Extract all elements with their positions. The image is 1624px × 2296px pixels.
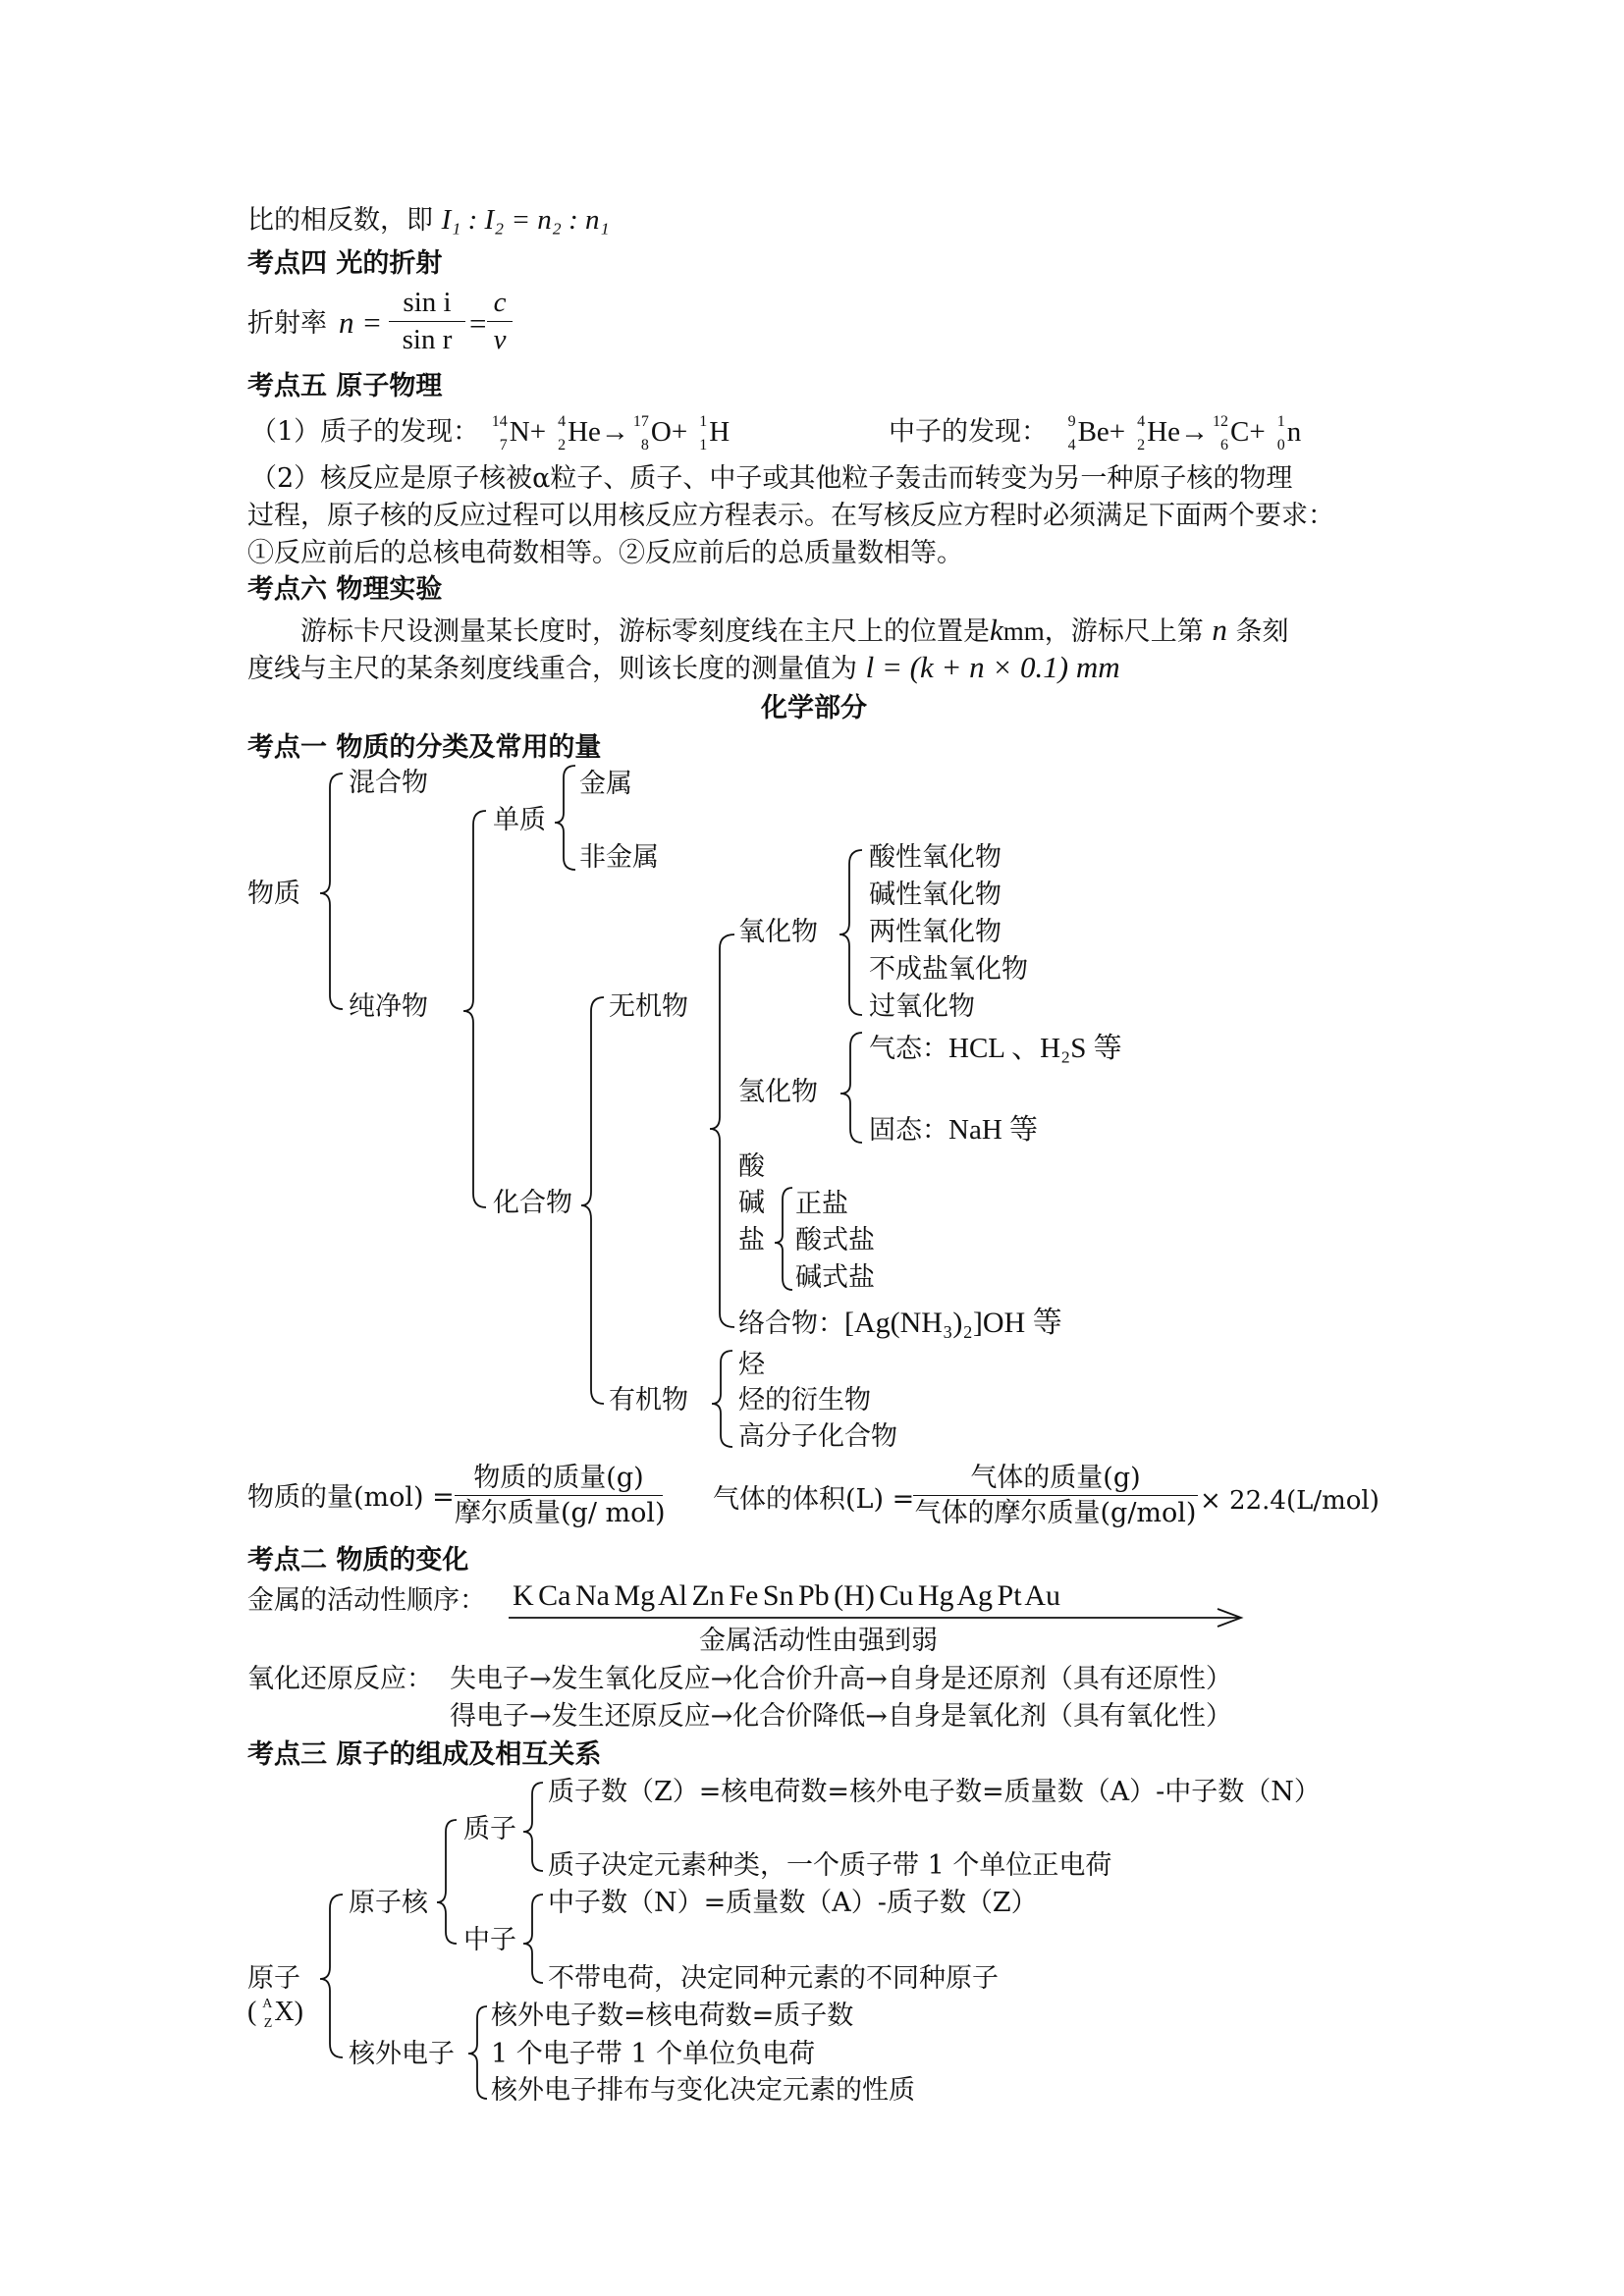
volume-lhs: 气体的体积(L) =	[713, 1484, 915, 1515]
nuclear-para-3: ①反应前后的总核电荷数相等。②反应前后的总质量数相等。	[247, 538, 963, 568]
atom-symbol: ( A Z X)	[247, 1996, 303, 2031]
refraction-c: c	[493, 287, 507, 318]
nuclear-para-2: 过程，原子核的反应过程可以用核反应方程表示。在写核反应方程时必须满足下面两个要求：	[247, 501, 1334, 531]
tree-root: 物质	[247, 879, 300, 909]
k2-title: 考点二 物质的变化	[247, 1545, 469, 1575]
activity-caption: 金属活动性由强到弱	[699, 1626, 938, 1656]
tree-element: 单质	[493, 805, 546, 835]
vernier-formula: l = (k + n × 0.1) mm	[865, 650, 1120, 684]
amount-lhs: 物质的量(mol) =	[247, 1482, 455, 1513]
brace-electron	[468, 2006, 487, 2099]
vernier-text-c: 条刻	[1235, 616, 1289, 647]
k5-title: 考点五 原子物理	[247, 371, 443, 401]
refraction-eq: =	[469, 306, 487, 341]
tree-base: 碱	[738, 1188, 765, 1218]
tree-oxide: 氧化物	[738, 917, 818, 947]
volume-tail: × 22.4(L/mol)	[1200, 1486, 1380, 1516]
vernier-text-a: 游标卡尺设测量某长度时，游标零刻度线在主尺上的位置是	[300, 616, 990, 647]
atom-neutron: 中子	[463, 1925, 516, 1955]
refraction-denominator: sin r	[402, 324, 453, 355]
complex-value: [Ag(NH₃)₂]OH 等	[844, 1307, 1062, 1339]
tree-metal: 金属	[579, 769, 632, 799]
tree-organic-1: 烃的衍生物	[738, 1385, 871, 1415]
neutron-label: 中子的发现：	[889, 416, 1048, 448]
nuclear-para-1: （2）核反应是原子核被α粒子、质子、中子或其他粒子轰击而转变为另一种原子核的物理	[250, 463, 1293, 494]
tree-salt-0: 正盐	[795, 1189, 848, 1219]
tree-organic: 有机物	[609, 1385, 688, 1415]
vernier-n: n	[1212, 613, 1227, 647]
volume-num: 气体的质量(g)	[970, 1463, 1141, 1493]
redox-label: 氧化还原反应：	[247, 1664, 433, 1694]
refraction-v: v	[493, 324, 507, 355]
atom-symbol-x: X	[274, 1997, 295, 2027]
complex-label: 络合物：	[738, 1308, 844, 1339]
chem-section-title: 化学部分	[761, 693, 867, 723]
refraction-label: 折射率	[247, 308, 327, 339]
amount-num: 物质的质量(g)	[473, 1463, 644, 1493]
tree-oxide-3: 不成盐氧化物	[869, 954, 1028, 985]
redox-line-1: 失电子→发生氧化反应→化合价升高→自身是还原剂（具有还原性）	[450, 1664, 1232, 1694]
tree-compound: 化合物	[493, 1188, 572, 1218]
volume-den: 气体的摩尔质量(g/mol)	[914, 1498, 1197, 1528]
tree-salt: 盐	[738, 1225, 765, 1255]
brace-nucleus	[437, 1820, 457, 1944]
atom-neutron-1: 中子数（N）=质量数（A）-质子数（Z）	[548, 1888, 1038, 1918]
tree-inorganic: 无机物	[609, 991, 688, 1022]
atom-proton-1: 质子数（Z）=核电荷数=核外电子数=质量数（A）-中子数（N）	[548, 1777, 1321, 1807]
ratio-formula: I₁ : I₂ = n₂ : n₁	[441, 204, 610, 236]
refraction-n: n =	[339, 305, 383, 340]
tree-pure: 纯净物	[349, 991, 428, 1022]
refraction-numerator: sin i	[403, 287, 452, 318]
vernier-k: k	[990, 613, 1003, 647]
k1-title: 考点一 物质的分类及常用的量	[247, 732, 602, 763]
brace-proton	[523, 1783, 543, 1871]
proton-equation: 14 7 N+ 4 2 He→ 17 8 O+ 1 1 H	[491, 413, 731, 454]
ratio-text: 比的相反数，即	[247, 205, 433, 236]
brace-neutron	[523, 1895, 543, 1983]
atom-electron-2: 核外电子排布与变化决定元素的性质	[491, 2075, 915, 2106]
atom-nucleus: 原子核	[349, 1888, 428, 1918]
activity-label: 金属的活动性顺序：	[247, 1585, 486, 1616]
activity-series: K Ca Na Mg Al Zn Fe Sn Pb (H) Cu Hg Ag Pt Au	[513, 1579, 1061, 1612]
vernier-text-b: mm，游标尺上第	[1002, 616, 1204, 646]
tree-oxide-2: 两性氧化物	[869, 917, 1001, 947]
gas-value: HCL 、H₂S 等	[948, 1033, 1122, 1064]
tree-salt-2: 碱式盐	[795, 1262, 875, 1293]
gas-label: 气态：	[869, 1034, 948, 1064]
k3-title: 考点三 原子的组成及相互关系	[247, 1739, 602, 1770]
k4-title: 考点四 光的折射	[247, 248, 443, 279]
proton-label: （1）质子的发现：	[250, 416, 480, 448]
atom-neutron-2: 不带电荷，决定同种元素的不同种原子	[548, 1963, 999, 1994]
tree-hydride: 氢化物	[738, 1077, 818, 1107]
tree-oxide-1: 碱性氧化物	[869, 880, 1001, 910]
vernier-text-d: 度线与主尺的某条刻度线重合，则该长度的测量值为	[247, 654, 857, 684]
atom-root: 原子	[247, 1963, 300, 1994]
tree-nonmetal: 非金属	[579, 842, 659, 873]
solid-label: 固态：	[869, 1115, 948, 1146]
atom-proton-2: 质子决定元素种类，一个质子带 1 个单位正电荷	[548, 1850, 1112, 1881]
tree-oxide-0: 酸性氧化物	[869, 842, 1001, 873]
atom-electron-0: 核外电子数=核电荷数=质子数	[491, 2001, 854, 2031]
amount-den: 摩尔质量(g/ mol)	[455, 1498, 666, 1528]
atom-proton: 质子	[463, 1814, 516, 1844]
k6-title: 考点六 物理实验	[247, 574, 443, 605]
tree-salt-1: 酸式盐	[795, 1225, 875, 1255]
tree-oxide-4: 过氧化物	[869, 991, 975, 1022]
tree-acid: 酸	[738, 1151, 765, 1182]
redox-line-2: 得电子→发生还原反应→化合价降低→自身是氧化剂（具有氧化性）	[450, 1701, 1232, 1732]
atom-electron: 核外电子	[349, 2039, 455, 2069]
brace-atom	[320, 1895, 343, 2057]
neutron-equation: 9 4 Be+ 4 2 He→ 12 6 C+ 1 0 n	[1067, 413, 1302, 454]
atom-electron-1: 1 个电子带 1 个单位负电荷	[491, 2039, 816, 2069]
tree-organic-2: 高分子化合物	[738, 1421, 897, 1452]
tree-organic-0: 烃	[738, 1350, 765, 1380]
solid-value: NaH 等	[948, 1114, 1039, 1146]
tree-mixture: 混合物	[349, 768, 428, 798]
